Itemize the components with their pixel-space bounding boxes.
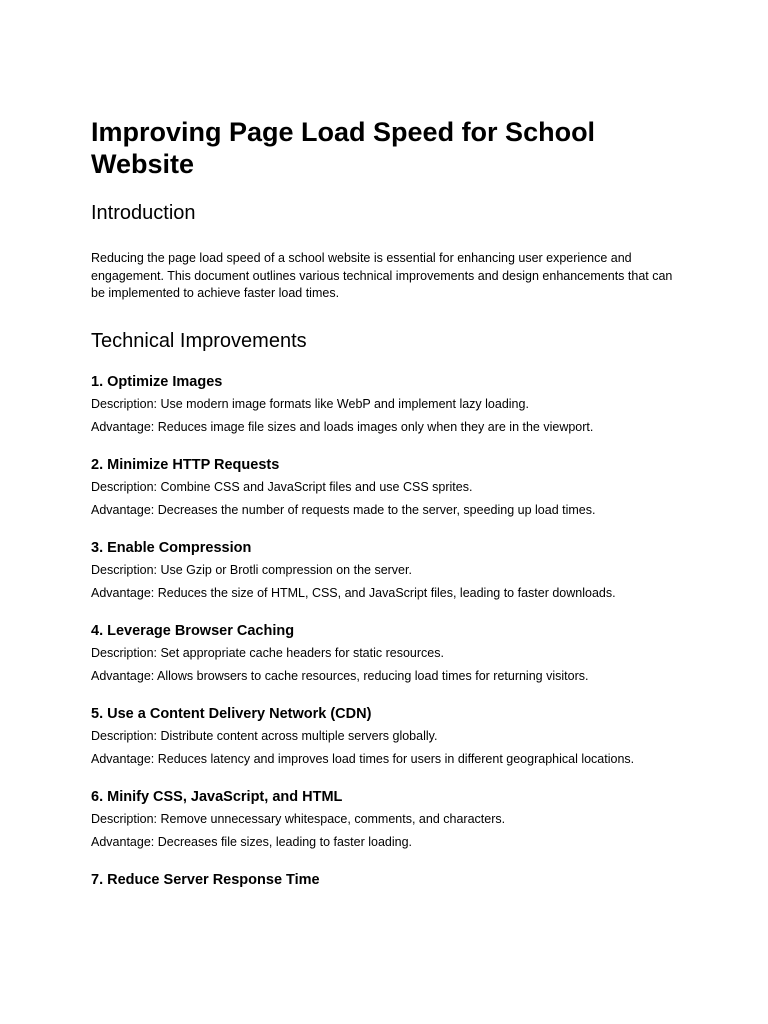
improvement-advantage: Advantage: Decreases file sizes, leading to faster loading. <box>91 834 413 849</box>
improvement-advantage: Advantage: Decreases the number of requests made to the server, speeding up load times. <box>91 502 596 517</box>
improvement-description: Description: Use modern image formats like WebP and implement lazy loading. <box>91 396 529 411</box>
technical-improvements-heading: Technical Improvements <box>91 329 307 352</box>
improvement-advantage: Advantage: Allows browsers to cache resources, reducing load times for returning visitors. <box>91 668 589 683</box>
improvement-title: 6. Minify CSS, JavaScript, and HTML <box>91 788 343 805</box>
improvement-title: 4. Leverage Browser Caching <box>91 622 295 639</box>
improvement-advantage: Advantage: Reduces latency and improves load times for users in different geographical locations. <box>91 751 635 766</box>
improvement-description: Description: Set appropriate cache headers for static resources. <box>91 645 444 660</box>
document-title: Improving Page Load Speed for School Website <box>91 117 596 179</box>
improvement-advantage: Advantage: Reduces image file sizes and loads images only when they are in the viewport. <box>91 419 594 434</box>
improvement-item-cdn <box>91 705 688 767</box>
improvement-item-minimize-http-requests <box>91 456 688 518</box>
improvement-description: Description: Remove unnecessary whitespace, comments, and characters. <box>91 811 506 826</box>
improvement-item-server-response-time <box>91 871 688 889</box>
improvement-description: Description: Distribute content across multiple servers globally. <box>91 728 438 743</box>
improvement-advantage: Advantage: Reduces the size of HTML, CSS, and JavaScript files, leading to faster downloads. <box>91 585 616 600</box>
improvement-title: 1. Optimize Images <box>91 373 223 390</box>
improvement-title: 5. Use a Content Delivery Network (CDN) <box>91 705 372 722</box>
introduction-heading: Introduction <box>91 202 196 224</box>
improvement-title: 2. Minimize HTTP Requests <box>91 456 280 473</box>
improvement-description: Description: Combine CSS and JavaScript files and use CSS sprites. <box>91 479 473 494</box>
improvement-item-optimize-images <box>91 373 688 435</box>
improvement-item-enable-compression <box>91 539 688 601</box>
improvement-item-browser-caching <box>91 622 688 684</box>
introduction-text: Reducing the page load speed of a school website is essential for enhancing user experience and engagement. This document outlines various technical improvements and design enhancements that can be implemented to achieve faster load times. <box>91 251 673 300</box>
improvement-title: 7. Reduce Server Response Time <box>91 871 320 888</box>
improvement-item-minify <box>91 788 688 850</box>
improvement-title: 3. Enable Compression <box>91 539 252 556</box>
improvement-description: Description: Use Gzip or Brotli compression on the server. <box>91 562 412 577</box>
